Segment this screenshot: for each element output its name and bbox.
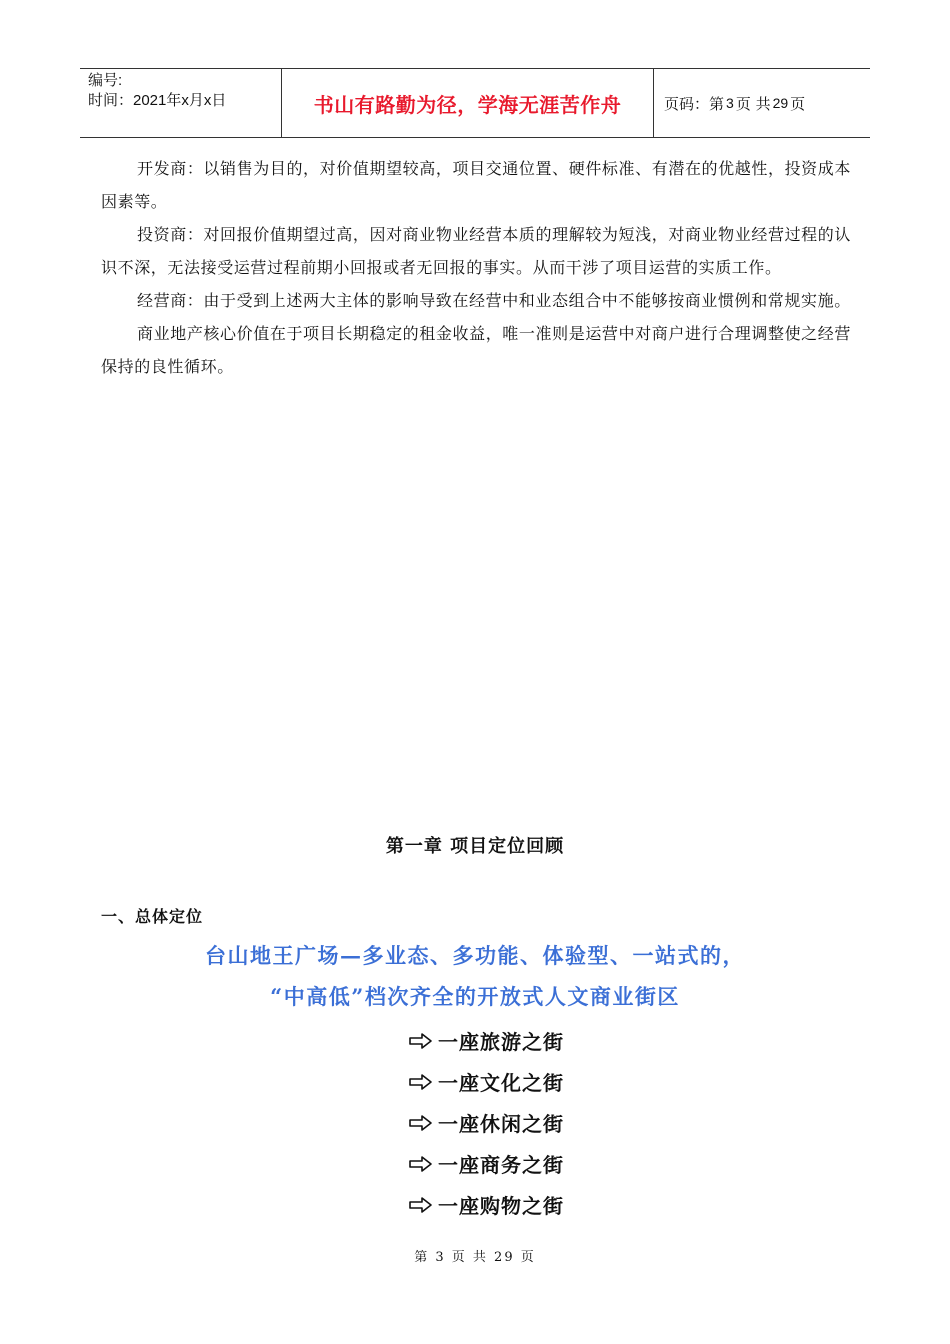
date-label: 时间：2021年x月x日 xyxy=(88,92,227,109)
chapter-title: 第一章 项目定位回顾 xyxy=(385,836,565,857)
page-prefix: 页码：第 xyxy=(664,94,725,113)
bullet-text: 一座商务之街 xyxy=(438,1153,564,1177)
arrow-right-icon xyxy=(408,1031,434,1051)
bullet-text: 一座购物之街 xyxy=(438,1194,564,1218)
bullet-text: 一座休闲之街 xyxy=(438,1112,564,1136)
positioning-line-2: “中高低”档次齐全的开放式人文商业街区 xyxy=(270,984,680,1009)
bullet-business xyxy=(408,1143,564,1184)
page-footer: 第 3 页 共 29 页 xyxy=(414,1250,536,1265)
bullet-shopping xyxy=(408,1184,564,1225)
bullet-text: 一座旅游之街 xyxy=(438,1030,564,1054)
paragraph-investor: 投资商：对回报价值期望过高，因对商业物业经营本质的理解较为短浅，对商业物业经营过程的认识不深，无法接受运营过程前期小回报或者无回报的事实。从而干涉了项目运营的实质工作。 xyxy=(101,225,851,277)
body-text xyxy=(101,152,851,383)
arrow-right-icon xyxy=(408,1072,434,1092)
page-current: 3 xyxy=(726,95,734,111)
paragraph-operator: 经营商：由于受到上述两大主体的影响导致在经营中和业态组合中不能够按商业惯例和常规实施。 xyxy=(137,291,851,310)
positioning-line-1: 台山地王广场—多业态、多功能、体验型、一站式的， xyxy=(205,943,745,968)
page-suffix: 页 xyxy=(790,94,806,113)
paragraph-developer: 开发商：以销售为目的，对价值期望较高，项目交通位置、硬件标准、有潜在的优越性，投资成本因素等。 xyxy=(101,159,851,211)
paragraph-core-value: 商业地产核心价值在于项目长期稳定的租金收益，唯一准则是运营中对商户进行合理调整使之经营保持的良性循环。 xyxy=(101,324,851,376)
page-total: 29 xyxy=(772,95,789,111)
bullet-leisure xyxy=(408,1102,564,1143)
arrow-right-icon xyxy=(408,1154,434,1174)
page-mid: 页 共 xyxy=(735,94,771,113)
positioning-bullets xyxy=(408,1020,564,1225)
arrow-right-icon xyxy=(408,1195,434,1215)
section-title: 一、总体定位 xyxy=(101,907,204,926)
page-header xyxy=(80,68,870,138)
arrow-right-icon xyxy=(408,1113,434,1133)
header-motto: 书山有路勤为径，学海无涯苦作舟 xyxy=(281,69,654,137)
code-label: 编号: xyxy=(88,72,123,89)
header-page-number xyxy=(654,69,870,137)
header-meta xyxy=(80,69,281,137)
bullet-tourism xyxy=(408,1020,564,1061)
bullet-text: 一座文化之街 xyxy=(438,1071,564,1095)
bullet-culture xyxy=(408,1061,564,1102)
